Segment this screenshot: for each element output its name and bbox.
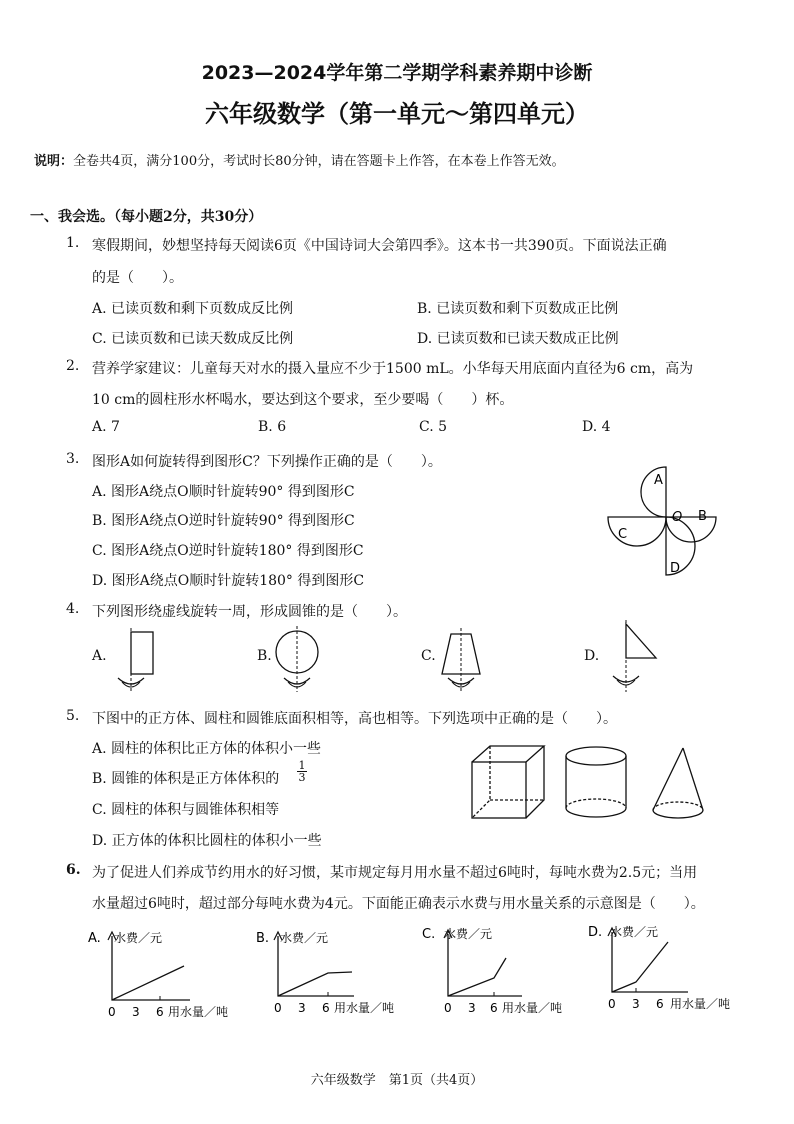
tick-0: 0 xyxy=(444,1001,452,1015)
question-text: 下图中的正方体、圆柱和圆锥底面积相等，高也相等。下列选项中正确的是（ ）。 xyxy=(92,711,617,727)
graph-xlabel: 用水量／吨 xyxy=(334,1001,395,1015)
graph-ylabel: 水费／元 xyxy=(444,927,493,941)
cone-shape xyxy=(653,748,703,818)
graph-d xyxy=(588,918,748,1018)
solids-figure xyxy=(466,742,706,826)
tick-6: 6 xyxy=(490,1001,498,1015)
question-number: 5. xyxy=(66,708,80,724)
graph-line xyxy=(612,942,668,992)
option-d: D. 已读页数和已读天数成正比例 xyxy=(417,331,619,347)
question-number: 2. xyxy=(66,358,80,374)
question-number: 3. xyxy=(66,451,80,467)
graph-xlabel: 用水量／吨 xyxy=(502,1001,563,1015)
rectangle-rotation-figure xyxy=(110,628,160,694)
option-b xyxy=(92,768,279,788)
graph-ylabel: 水费／元 xyxy=(280,931,329,945)
graph-xlabel: 用水量／吨 xyxy=(670,997,731,1011)
tick-6: 6 xyxy=(322,1001,330,1015)
option-b: B. 已读页数和剩下页数成正比例 xyxy=(417,301,619,317)
graph-c xyxy=(422,920,582,1020)
graph-line xyxy=(278,972,352,996)
triangle-rotation-figure xyxy=(604,620,660,694)
tick-3: 3 xyxy=(468,1001,476,1015)
question-text: 寒假期间，妙想坚持每天阅读6页《中国诗词大会第四季》。这本书一共390页。下面说法正确 xyxy=(92,238,667,254)
cube-shape xyxy=(472,746,544,818)
question-text: 图形A如何旋转得到图形C？下列操作正确的是（ ）。 xyxy=(92,454,442,470)
question-number: 4. xyxy=(66,601,80,617)
cylinder-shape xyxy=(566,747,626,817)
question-text: 为了促进人们养成节约用水的好习惯，某市规定每月用水量不超过6吨时，每吨水费为2.5元；当用 xyxy=(92,865,698,881)
option-c: C. 圆柱的体积与圆锥体积相等 xyxy=(92,802,280,818)
option-d: D. xyxy=(584,648,600,664)
exam-subtitle: 六年级数学（第一单元～第四单元） xyxy=(205,99,589,128)
instructions xyxy=(34,150,565,169)
question-number: 6. xyxy=(66,862,81,878)
label-a: A xyxy=(654,473,663,488)
graph-line xyxy=(448,958,506,996)
graph-label: A. xyxy=(88,931,101,946)
option-c: C. 5 xyxy=(419,419,448,435)
graph-label: D. xyxy=(588,925,603,940)
option-c: C. xyxy=(421,648,436,664)
option-b: B. 图形A绕点O逆时针旋转90° 得到图形C xyxy=(92,513,355,529)
tick-0: 0 xyxy=(608,997,616,1011)
graph-ylabel: 水费／元 xyxy=(114,931,163,945)
option-d: D. 正方体的体积比圆柱的体积小一些 xyxy=(92,833,322,849)
tick-3: 3 xyxy=(298,1001,306,1015)
label-o: O xyxy=(672,510,683,525)
tick-0: 0 xyxy=(108,1005,116,1019)
option-d: D. 图形A绕点O顺时针旋转180° 得到图形C xyxy=(92,573,365,589)
instructions-text: 全卷共4页，满分100分，考试时长80分钟，请在答题卡上作答，在本卷上作答无效。 xyxy=(73,154,565,169)
tick-3: 3 xyxy=(632,997,640,1011)
option-c: C. 已读页数和已读天数成反比例 xyxy=(92,331,294,347)
option-c: C. 图形A绕点O逆时针旋转180° 得到图形C xyxy=(92,543,364,559)
graph-label: C. xyxy=(422,927,436,942)
option-a: A. 已读页数和剩下页数成反比例 xyxy=(92,301,294,317)
option-d: D. 4 xyxy=(582,419,611,435)
circle-rotation-figure xyxy=(272,626,322,694)
option-b: B. 6 xyxy=(258,419,287,435)
option-b-text: B. 圆锥的体积是正方体体积的 xyxy=(92,771,280,787)
option-a: A. xyxy=(92,648,107,664)
option-a: A. 圆柱的体积比正方体的体积小一些 xyxy=(92,741,322,757)
page-footer: 六年级数学 第1页（共4页） xyxy=(310,1073,484,1088)
instructions-label: 说明： xyxy=(34,154,74,169)
label-d: D xyxy=(670,561,681,576)
graph-xlabel: 用水量／吨 xyxy=(168,1005,229,1019)
question-text: 10 cm的圆柱形水杯喝水，要达到这个要求，至少要喝（ ）杯。 xyxy=(92,392,514,408)
label-b: B xyxy=(698,509,707,524)
label-c: C xyxy=(618,527,628,542)
question-text: 下列图形绕虚线旋转一周，形成圆锥的是（ ）。 xyxy=(92,604,407,620)
tick-3: 3 xyxy=(132,1005,140,1019)
trapezoid-rotation-figure xyxy=(436,628,486,694)
pinwheel-figure xyxy=(600,462,730,582)
question-text: 营养学家建议：儿童每天对水的摄入量应不少于1500 mL。小华每天用底面内直径为6 cm，高为 xyxy=(92,361,694,377)
section-heading: 一、我会选。（每小题2分，共30分） xyxy=(30,209,263,225)
tick-6: 6 xyxy=(156,1005,164,1019)
question-text: 的是（ ）。 xyxy=(92,270,183,286)
tick-0: 0 xyxy=(274,1001,282,1015)
graph-label: B. xyxy=(256,931,270,946)
graph-ylabel: 水费／元 xyxy=(610,925,659,939)
shape-c xyxy=(608,517,666,546)
option-b: B. xyxy=(257,648,272,664)
question-number: 1. xyxy=(66,235,80,251)
fraction-numerator: 1 xyxy=(298,759,306,772)
graph-b xyxy=(256,924,416,1024)
option-a: A. 图形A绕点O顺时针旋转90° 得到图形C xyxy=(92,484,355,500)
tick-6: 6 xyxy=(656,997,664,1011)
fraction-denominator: 3 xyxy=(298,771,306,784)
fraction xyxy=(297,760,307,783)
option-a: A. 7 xyxy=(92,419,120,435)
exam-title: 2023—2024学年第二学期学科素养期中诊断 xyxy=(201,62,593,84)
question-text: 水量超过6吨时，超过部分每吨水费为4元。下面能正确表示水费与用水量关系的示意图是（ ）。 xyxy=(92,896,705,912)
graph-line xyxy=(112,966,184,1000)
graph-a xyxy=(88,924,248,1024)
